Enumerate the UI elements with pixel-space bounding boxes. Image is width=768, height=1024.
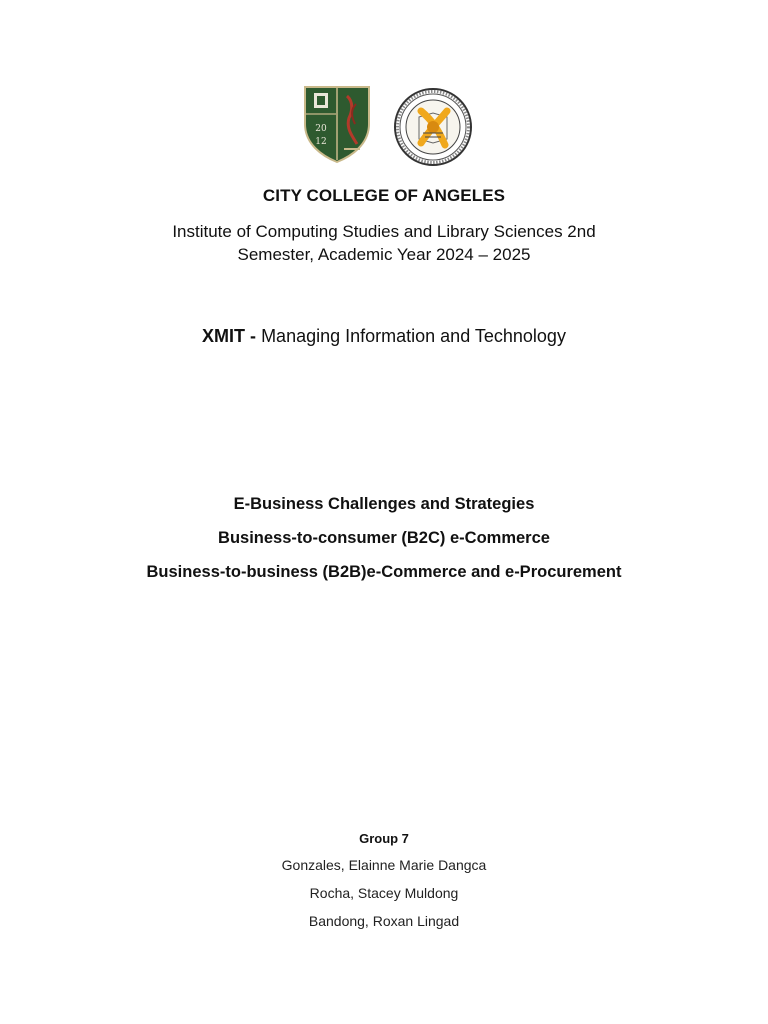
logo-row [0,84,768,168]
institute-seal-logo [393,87,473,167]
institute-semester-line: Institute of Computing Studies and Library Sciences 2nd Semester, Academic Year 2024 – 2025 [172,222,596,264]
course-code: XMIT - [202,326,257,346]
course-heading [0,326,768,347]
college-shield-logo [302,84,372,164]
group-member: Bandong, Roxan Lingad [308,913,460,929]
course-title: Managing Information and Technology [261,326,566,346]
group-member: Rocha, Stacey Muldong [309,885,459,901]
topic-title: E-Business Challenges and Strategies [233,495,535,513]
group-member: Gonzales, Elainne Marie Dangca [281,857,487,873]
shield-year-top: 20 [315,124,327,134]
topic-title: Business-to-business (B2B)e-Commerce and e-Procurement [146,563,622,581]
college-name: CITY COLLEGE OF ANGELES [262,186,506,205]
topic-title: Business-to-consumer (B2C) e-Commerce [218,529,550,547]
shield-year-bottom: 12 [315,137,327,147]
group-title: Group 7 [359,831,409,846]
